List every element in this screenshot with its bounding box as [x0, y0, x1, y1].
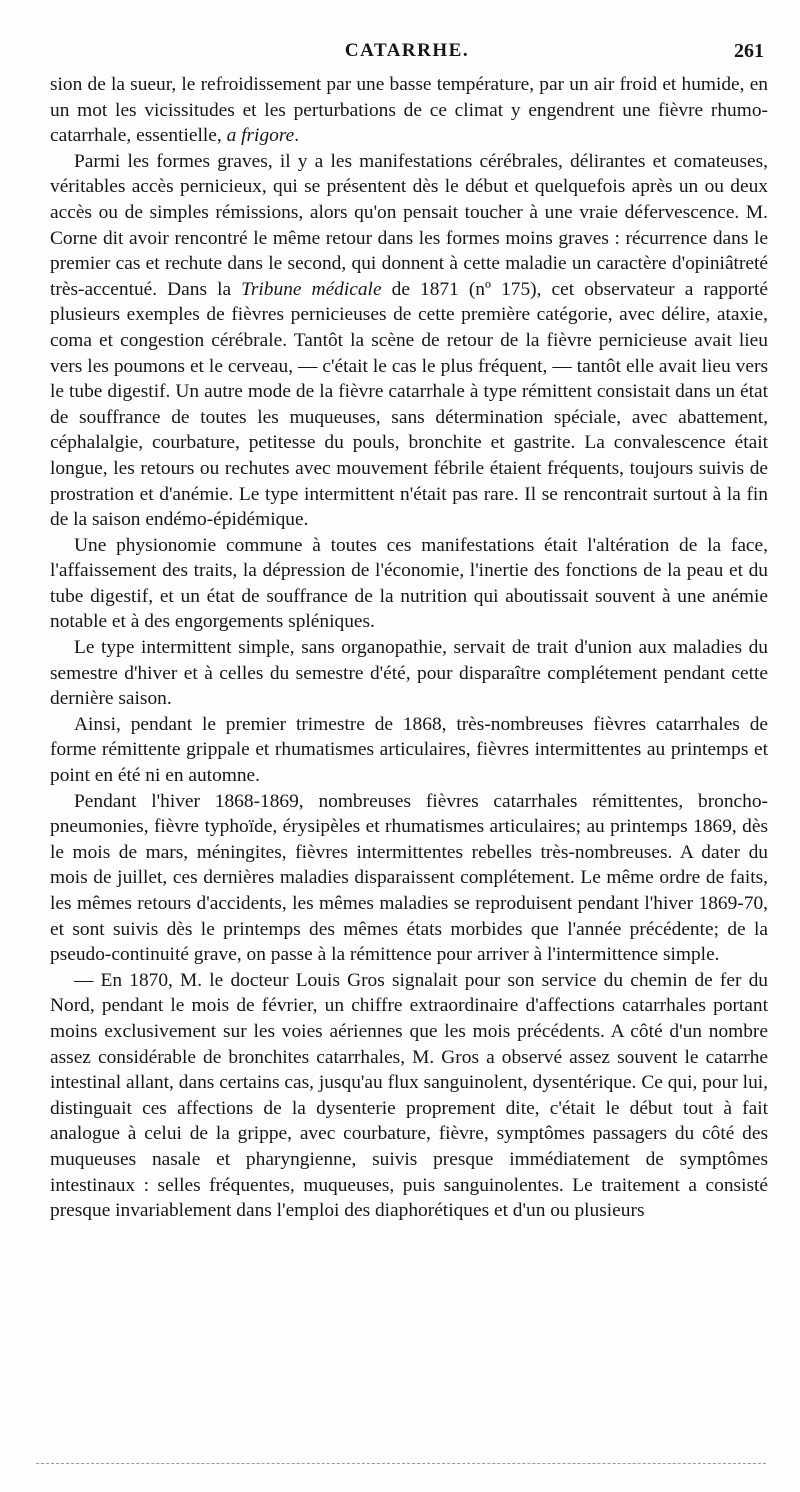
paragraph-1 — [50, 72, 768, 149]
italic-text: Tribune médicale — [241, 278, 382, 300]
paragraph-4 — [50, 635, 768, 712]
text-segment: Une physionomie commune à toutes ces manifestations était l'altération de la face, l'affaissement des traits, la dépression de l'économie, l'inertie des fonctions de la peau et du tube digestif, et un état de souffrance de la nutrition qui aboutissait souvent à une anémie notable et à des engorgements spléniques. — [50, 534, 768, 633]
page-number: 261 — [734, 40, 764, 62]
text-segment: Pendant l'hiver 1868-1869, nombreuses fièvres catarrhales rémittentes, broncho-pneumonies, fièvre typhoïde, érysipèles et rhumatismes articulaires; au printemps 1869, dès le mois de mars, méningites, fièvres intermittentes rebelles très-nombreuses. A dater du mois de juillet, ces dernières maladies disparaissent complétement. Le même ordre de faits, les mêmes retours d'accidents, les mêmes maladies se reproduisent pendant l'hiver 1869-70, et sont suivis dès le printemps des mêmes états morbides que l'année précédente; de la pseudo-continuité grave, on passe à la rémittence pour arriver à l'intermittence simple. — [50, 790, 768, 966]
italic-text: a frigore — [226, 125, 295, 147]
paragraph-6 — [50, 789, 768, 968]
text-segment: — En 1870, M. le docteur Louis Gros signalait pour son service du chemin de fer du Nord, pendant le mois de février, un chiffre extraordinaire d'affections catarrhales portant moins exclusivement sur les voies aériennes que les mois précédents. A côté d'un nombre assez considérable de bronchites catarrhales, M. Gros a observé assez souvent le catarrhe intestinal allant, dans certains cas, jusqu'au flux sanguinolent, dysentérique. Ce qui, pour lui, distinguait ces affections de la dysenterie proprement dite, c'était le début tout à fait analogue à celui de la grippe, avec courbature, fièvre, symptômes passagers du côté des muqueuses nasale et pharyngienne, suivis presque immédiatement de symptômes intestinaux : selles fréquentes, muqueuses, puis sanguinolentes. Le traitement a consisté presque invariablement dans l'emploi des diaphorétiques et d'un ou plusieurs — [50, 969, 768, 1222]
footer-rule — [36, 1463, 766, 1464]
body-text — [50, 72, 768, 1224]
paragraph-2 — [50, 149, 768, 533]
page-header — [50, 40, 764, 70]
text-segment: sion de la sueur, le refroidissement par une basse température, par un air froid et humide, en un mot les vicissitudes et les perturbations de ce climat y engendrent une fièvre rhumo-catarrhale, essentielle, — [50, 74, 768, 147]
running-title: CATARRHE. — [344, 40, 470, 61]
paragraph-7 — [50, 968, 768, 1224]
text-segment: de 1871 (nº 175), cet observateur a rapporté plusieurs exemples de fièvres pernicieuses de cette première catégorie, avec délire, ataxie, coma et congestion cérébrale. Tantôt la scène de retour de la fièvre pernicieuse avait lieu vers les poumons et le cerveau, — c'était le cas le plus fréquent, — tantôt elle avait lieu vers le tube digestif. Un autre mode de la fièvre catarrhale à type rémittent consistait dans un état de souffrance de toutes les muqueuses, sans détermination spéciale, avec abattement, céphalalgie, courbature, petitesse du pouls, bronchite et gastrite. La convalescence était longue, les retours ou rechutes avec mouvement fébrile étaient fréquents, toujours suivis de prostration et d'anémie. Le type intermittent n'était pas rare. Il se rencontrait surtout à la fin de la saison endémo-épidémique. — [50, 278, 768, 531]
text-segment: Le type intermittent simple, sans organopathie, servait de trait d'union aux maladies du semestre d'hiver et à celles du semestre d'été, pour disparaître complétement pendant cette dernière saison. — [50, 637, 768, 710]
paragraph-3 — [50, 533, 768, 635]
text-segment: Ainsi, pendant le premier trimestre de 1868, très-nombreuses fièvres catarrhales de forme rémittente grippale et rhumatismes articulaires, fièvres intermittentes au printemps et point en été ni en automne. — [50, 713, 768, 787]
text-segment: Parmi les formes graves, il y a les manifestations cérébrales, délirantes et comateuses, véritables accès pernicieux, qui se présentent dès le début et quelquefois après un ou deux accès ou de simples rémissions, alors qu'on pensait toucher à une vraie défervescence. M. Corne dit avoir rencontré le même retour dans les formes moins graves : récurrence dans le premier cas et rechute dans le second, qui donnent à cette maladie un caractère d'opiniâtreté très-accentué. Dans la — [50, 150, 768, 300]
text-segment: . — [294, 125, 300, 147]
paragraph-5 — [50, 712, 768, 789]
